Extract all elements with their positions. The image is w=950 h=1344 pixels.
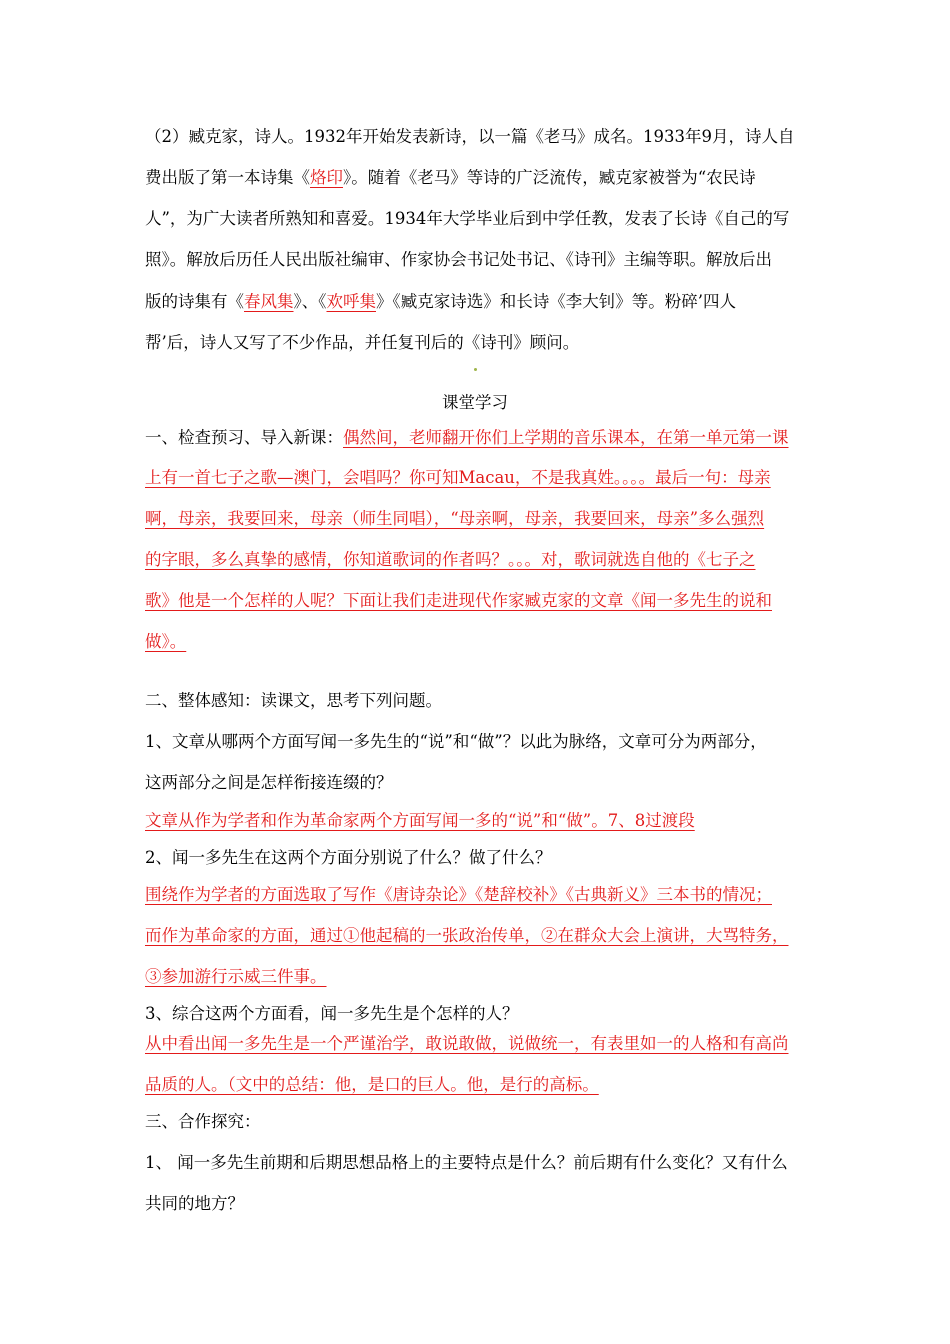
part2-heading: 二、整体感知：读课文，思考下列问题。: [145, 691, 442, 710]
stray-mark: [474, 368, 477, 371]
question-2: 2、闻一多先生在这两个方面分别说了什么？做了什么？: [145, 848, 552, 867]
bio-line-5: [145, 291, 810, 313]
question-1-line-1: 1、文章从哪两个方面写闻一多先生的“说”和“做”？以此为脉络，文章可分为两部分，: [145, 732, 767, 751]
bio-text: 费出版了第一本诗集《: [145, 168, 310, 187]
answer-1: 文章从作为学者和作为革命家两个方面写闻一多的“说”和“做”。7、8过渡段: [145, 811, 695, 830]
intro-line-2: 上有一首七子之歌—澳门，会唱吗？你可知Macau，不是我真姓。。。。最后一句：母亲: [145, 468, 771, 487]
answer-2-line-1: 围绕作为学者的方面选取了写作《唐诗杂论》《楚辞校补》《古典新义》三本书的情况；: [145, 885, 772, 904]
answer-2-line-2: 而作为革命家的方面，通过①他起稿的一张政治传单，②在群众大会上演讲，大骂特务，: [145, 926, 789, 945]
part3-question-1-line-2: 共同的地方？: [145, 1194, 244, 1213]
intro-line-3: 啊，母亲，我要回来，母亲（师生同唱），“母亲啊，母亲，我要回来，母亲”多么强烈: [145, 509, 765, 528]
intro-line-1: [145, 427, 810, 449]
bio-line-2: [145, 167, 810, 189]
intro-text: 偶然间，老师翻开你们上学期的音乐课本，在第一单元第一课: [343, 428, 789, 447]
bio-text: 》、《: [293, 292, 327, 311]
part3-question-1-line-1: 1、 闻一多先生前期和后期思想品格上的主要特点是什么？前后期有什么变化？又有什么: [145, 1153, 788, 1172]
answer-3-line-2: 品质的人。（文中的总结：他，是口的巨人。他，是行的高标。: [145, 1075, 599, 1094]
link-chunfengji[interactable]: 春风集: [244, 292, 294, 311]
bio-line-1: （2）臧克家，诗人。1932年开始发表新诗，以一篇《老马》成名。1933年9月，诗人自: [145, 127, 795, 146]
intro-line-4: 的字眼，多么真挚的感情，你知道歌词的作者吗？。。。对，歌词就选自他的《七子之: [145, 550, 756, 569]
part3-heading: 三、合作探究：: [145, 1112, 261, 1131]
bio-text: 版的诗集有《: [145, 292, 244, 311]
link-huanhuji[interactable]: 欢呼集: [326, 292, 376, 311]
question-3: 3、综合这两个方面看，闻一多先生是个怎样的人？: [145, 1004, 519, 1023]
bio-text: 》《臧克家诗选》和长诗《李大钊: [376, 292, 616, 311]
section-title: 课堂学习: [442, 393, 508, 412]
intro-line-5: 歌》他是一个怎样的人呢？下面让我们走进现代作家臧克家的文章《闻一多先生的说和: [145, 591, 772, 610]
bio-text: 》。随着《老马》等诗的广泛流传，臧克家被誉为“农民诗: [343, 168, 756, 187]
bio-line-3: 人”，为广大读者所熟知和喜爱。1934年大学毕业后到中学任教，发表了长诗《自己的写: [145, 209, 790, 228]
bio-line-4: 照》。解放后历任人民出版社编审、作家协会书记处书记、《诗刊》主编等职。解放后出: [145, 250, 772, 269]
answer-3-line-1: 从中看出闻一多先生是一个严谨治学，敢说敢做，说做统一，有表里如一的人格和有高尚: [145, 1034, 789, 1053]
intro-line-6: 做》。: [145, 632, 187, 651]
link-laoyin[interactable]: 烙印: [310, 168, 343, 187]
answer-2-line-3: ③参加游行示威三件事。: [145, 967, 327, 986]
bio-line-6: 帮’后，诗人又写了不少作品，并任复刊后的《诗刊》顾问。: [145, 333, 580, 352]
intro-label: 一、检查预习、导入新课：: [145, 428, 343, 447]
question-1-line-2: 这两部分之间是怎样衔接连缀的？: [145, 773, 393, 792]
bio-text: 》等。粉碎’四人: [615, 292, 736, 311]
